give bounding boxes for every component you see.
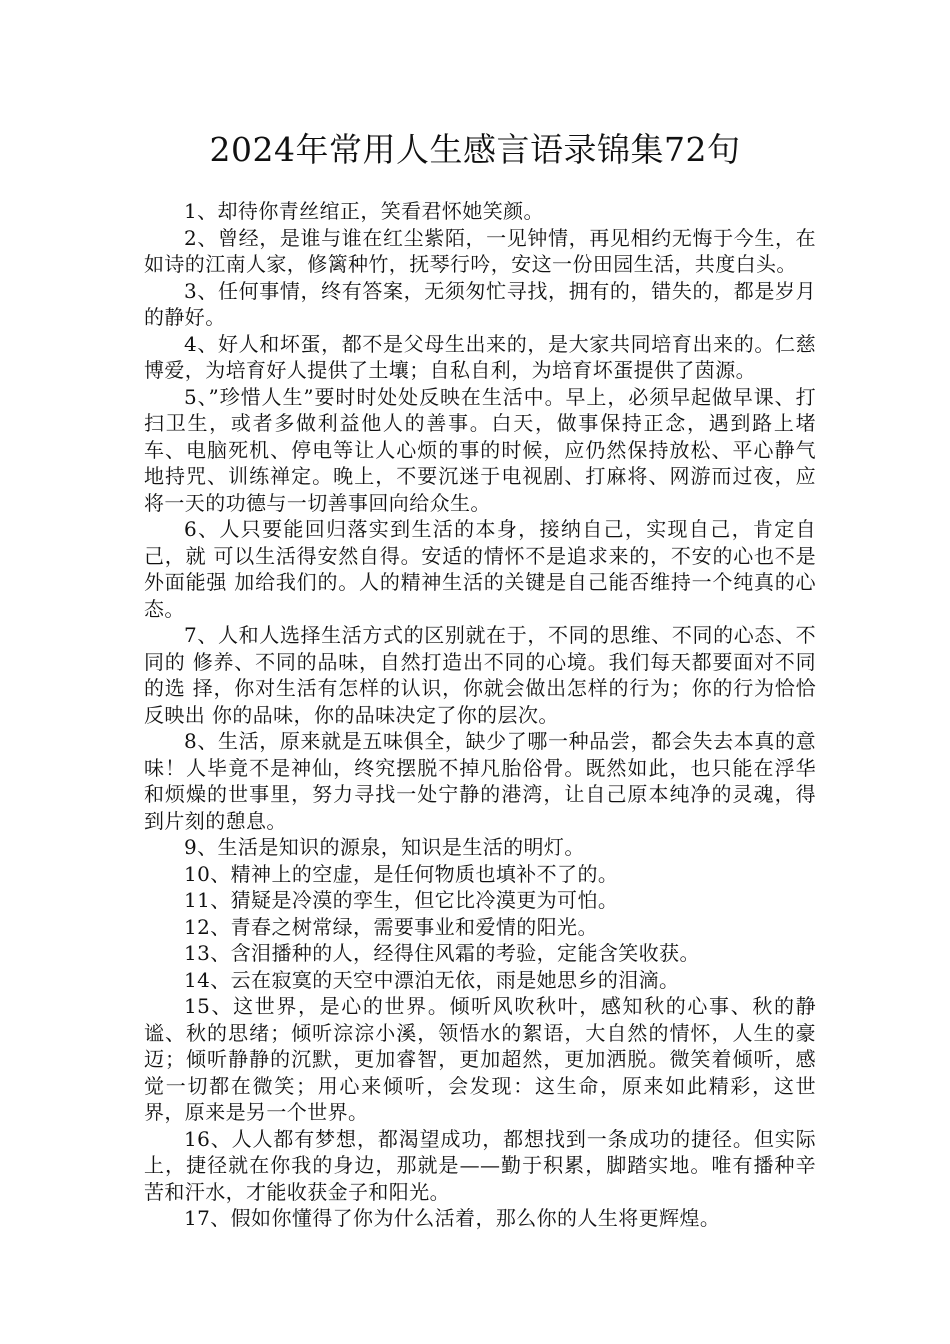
paragraph-8: 8、生活，原来就是五味俱全，缺少了哪一种品尝，都会失去本真的意味！人毕竟不是神仙，终究摆脱不掉凡胎俗骨。既然如此，也只能在浮华和烦燥的世事里，努力寻找一处宁静的港湾，让自己原本纯净的灵魂，得到片刻的憩息。 — [144, 729, 816, 833]
paragraph-10: 10、精神上的空虚，是任何物质也填补不了的。 — [184, 861, 619, 886]
paragraph-13: 13、含泪播种的人，经得住风霜的考验，定能含笑收获。 — [184, 941, 700, 965]
paragraph-1: 1、却待你青丝绾正，笑看君怀她笑颜。 — [184, 199, 544, 223]
paragraph-14: 14、云在寂寞的天空中漂泊无依，雨是她思乡的泪滴。 — [184, 967, 680, 992]
paragraph-3: 3、任何事情，终有答案，无须匆忙寻找，拥有的，错失的，都是岁月的静好。 — [144, 278, 816, 329]
paragraph-9: 9、生活是知识的源泉，知识是生活的明灯。 — [184, 835, 585, 859]
paragraph-4: 4、好人和坏蛋，都不是父母生出来的，是大家共同培育出来的。仁慈博爱，为培育好人提供了土壤；自私自利，为培育坏蛋提供了茵源。 — [144, 331, 816, 382]
paragraph-5: 5、”珍惜人生”要时时处处反映在生活中。早上，必须早起做早课、打扫卫生，或者多做利益他人的善事。白天，做事保持正念，遇到路上堵车、电脑死机、停电等让人心烦的事的时候，应仍然保持放松、平心静气地持咒、训练禅定。晚上，不要沉迷于电视剧、打麻将、网游而过夜，应将一天的功德与一切善事回向给众生。 — [144, 384, 816, 515]
paragraph-11: 11、猜疑是冷漠的孪生，但它比冷漠更为可怕。 — [184, 888, 619, 912]
paragraph-2: 2、曾经，是谁与谁在红尘紫陌，一见钟情，再见相约无悔于今生，在如诗的江南人家，修篱种竹，抚琴行吟，安这一份田园生活，共度白头。 — [144, 225, 816, 276]
document-title: 2024年常用人生感言语录锦集72句 — [209, 130, 741, 169]
paragraph-15: 15、这世界，是心的世界。倾听风吹秋叶，感知秋的心事、秋的静谧、秋的思绪；倾听淙淙小溪，领悟水的絮语，大自然的情怀，人生的豪迈；倾听静静的沉默，更加睿智，更加超然，更加洒脱。微笑着倾听，感觉一切都在微笑；用心来倾听，会发现：这生命，原来如此精彩，这世界，原来是另一个世界。 — [144, 994, 816, 1124]
paragraph-17: 17、假如你懂得了你为什么活着，那么你的人生将更辉煌。 — [184, 1206, 721, 1230]
paragraph-16: 16、人人都有梦想，都渴望成功，都想找到一条成功的捷径。但实际上，捷径就在你我的身边，那就是——勤于积累，脚踏实地。唯有播种辛苦和汗水，才能收获金子和阳光。 — [144, 1126, 816, 1204]
paragraph-12: 12、青春之树常绿，需要事业和爱情的阳光。 — [184, 914, 598, 939]
paragraph-6: 6、人只要能回归落实到生活的本身，接纳自己，实现自己，肯定自己，就 可以生活得安然自得。安适的情怀不是追求来的，不安的心也不是外面能强 加给我们的。人的精神生活的关键是自己能否维持一个纯真的心态。 — [144, 517, 816, 621]
paragraph-7: 7、人和人选择生活方式的区别就在于，不同的思维、不同的心态、不同的 修养、不同的品味，自然打造出不同的心境。我们每天都要面对不同的选 择，你对生活有怎样的认识，你就会做出怎样的行为；你的行为恰恰反映出 你的品味，你的品味决定了你的层次。 — [144, 623, 816, 727]
document-body — [144, 198, 816, 1232]
